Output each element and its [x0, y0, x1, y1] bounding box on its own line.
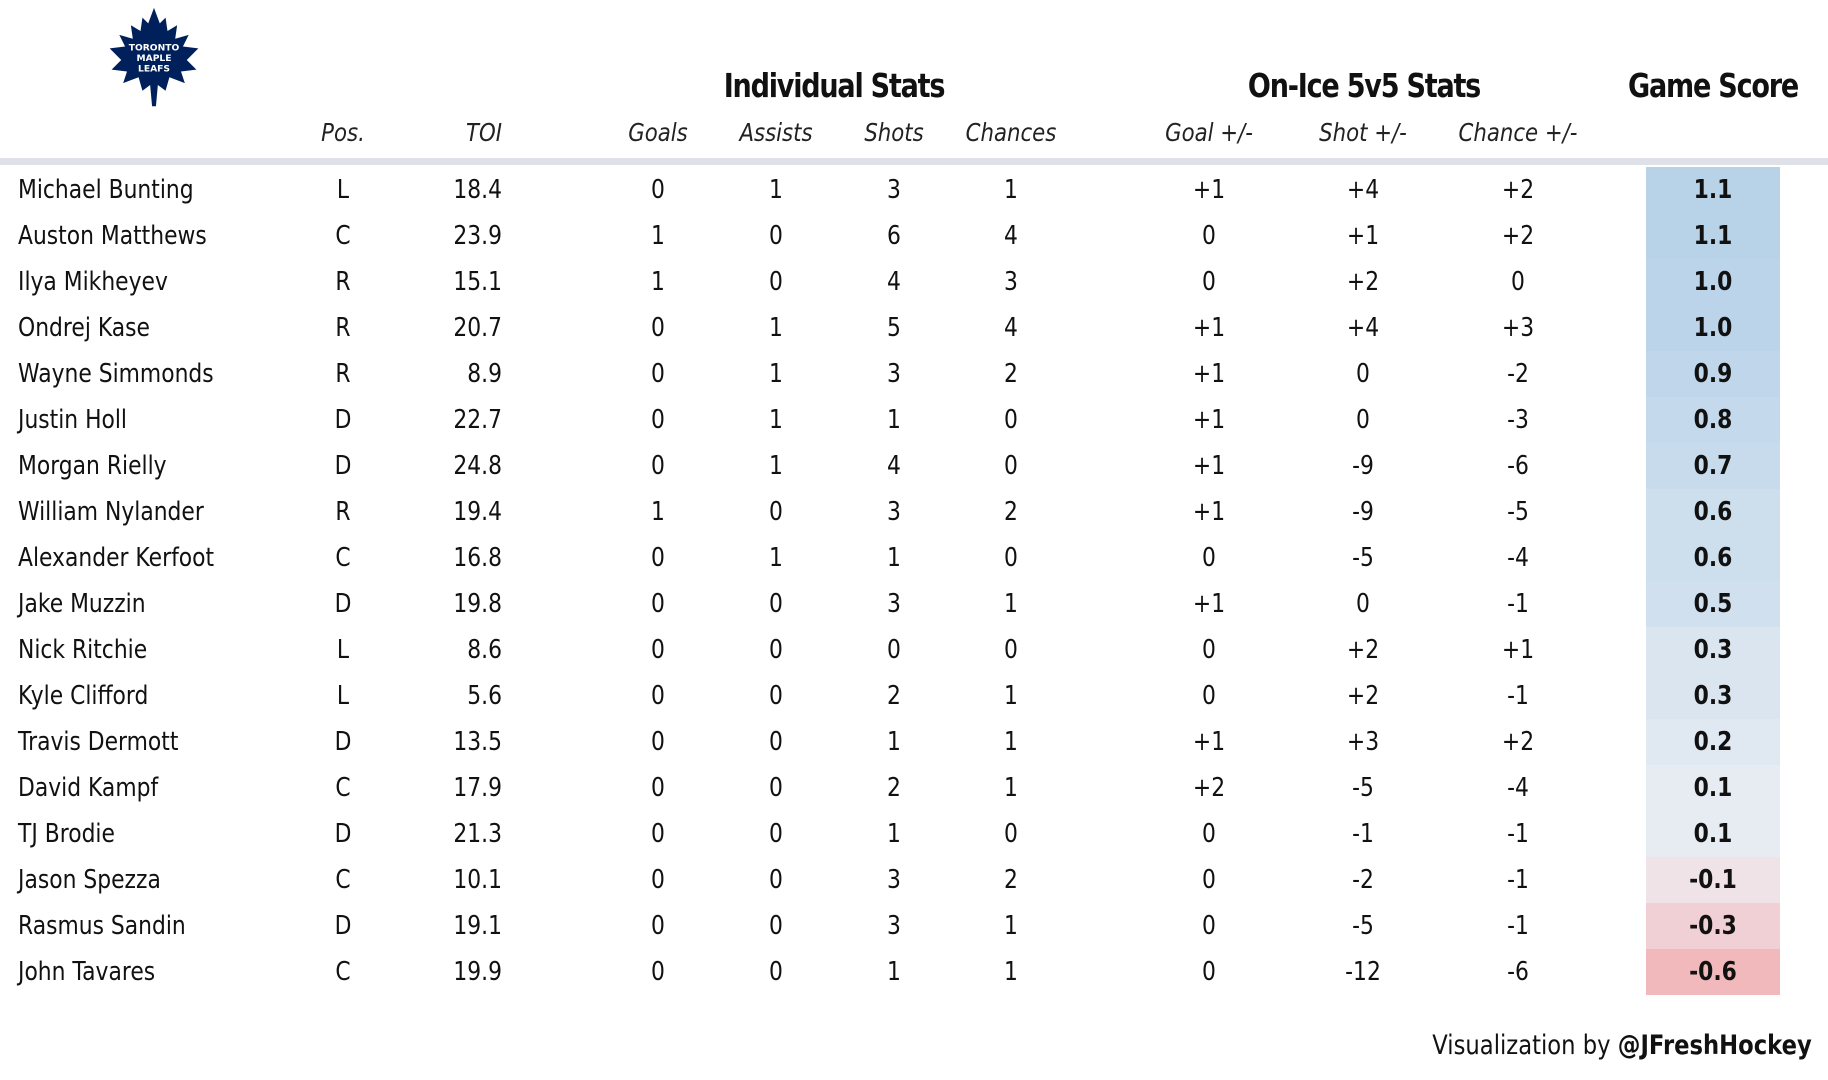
stats-table: [0, 167, 1828, 995]
header-goals: Goals: [628, 118, 688, 147]
cell-chance-pm: -1: [1507, 819, 1529, 849]
cell-goals: 0: [651, 773, 665, 803]
player-name: Michael Bunting: [18, 175, 194, 205]
cell-goals: 0: [651, 957, 665, 987]
cell-chances: 1: [1004, 727, 1018, 757]
cell-shot-pm: -12: [1345, 957, 1381, 987]
cell-goal-pm: +2: [1192, 773, 1226, 803]
player-name: Jake Muzzin: [18, 589, 146, 619]
cell-toi: 23.9: [453, 221, 502, 251]
game-score-value: 1.0: [1693, 313, 1733, 343]
table-row: [0, 213, 1828, 259]
cell-shots: 3: [887, 865, 901, 895]
cell-toi: 19.9: [453, 957, 502, 987]
cell-toi: 21.3: [453, 819, 502, 849]
cell-pos: R: [335, 359, 351, 389]
cell-assists: 0: [769, 819, 783, 849]
cell-toi: 18.4: [453, 175, 502, 205]
table-row: [0, 351, 1828, 397]
header-assists: Assists: [739, 118, 813, 147]
cell-toi: 24.8: [453, 451, 502, 481]
cell-goal-pm: +1: [1192, 451, 1226, 481]
table-row: [0, 949, 1828, 995]
cell-toi: 16.8: [453, 543, 502, 573]
player-name: Travis Dermott: [18, 727, 179, 757]
cell-shot-pm: -1: [1352, 819, 1374, 849]
cell-goal-pm: 0: [1202, 267, 1216, 297]
cell-goal-pm: +1: [1192, 175, 1226, 205]
cell-goals: 0: [651, 359, 665, 389]
logo-text-line-1: TORONTO: [128, 43, 180, 54]
cell-pos: R: [335, 267, 351, 297]
cell-toi: 19.8: [453, 589, 502, 619]
game-score-cell: [1646, 397, 1780, 443]
player-name: TJ Brodie: [18, 819, 115, 849]
table-row: [0, 719, 1828, 765]
cell-shot-pm: +2: [1346, 267, 1380, 297]
game-score-cell: [1646, 443, 1780, 489]
game-score-cell: [1646, 903, 1780, 949]
game-score-value: -0.1: [1689, 865, 1737, 895]
header-chance-pm: Chance +/-: [1458, 118, 1578, 147]
game-score-value: 0.3: [1693, 681, 1733, 711]
cell-assists: 0: [769, 635, 783, 665]
logo-text-line-3: LEAFS: [138, 64, 170, 75]
cell-shots: 2: [887, 681, 901, 711]
player-name: Wayne Simmonds: [18, 359, 214, 389]
cell-pos: C: [335, 865, 351, 895]
cell-chance-pm: +3: [1501, 313, 1535, 343]
header-toi: TOI: [466, 118, 502, 147]
cell-assists: 0: [769, 681, 783, 711]
cell-goals: 1: [651, 221, 665, 251]
game-score-cell: [1646, 765, 1780, 811]
game-score-cell: [1646, 857, 1780, 903]
cell-goals: 0: [651, 635, 665, 665]
table-row: [0, 535, 1828, 581]
cell-shot-pm: +4: [1346, 313, 1380, 343]
player-name: David Kampf: [18, 773, 159, 803]
cell-goals: 0: [651, 819, 665, 849]
cell-chance-pm: -4: [1507, 543, 1529, 573]
player-name: Kyle Clifford: [18, 681, 149, 711]
cell-shot-pm: -5: [1352, 773, 1374, 803]
cell-goals: 0: [651, 451, 665, 481]
game-score-value: 0.9: [1693, 359, 1733, 389]
cell-chances: 1: [1004, 681, 1018, 711]
game-score-value: 0.8: [1693, 405, 1733, 435]
cell-chance-pm: +2: [1501, 221, 1535, 251]
game-score-cell: [1646, 305, 1780, 351]
table-row: [0, 581, 1828, 627]
cell-shots: 0: [887, 635, 901, 665]
cell-toi: 22.7: [453, 405, 502, 435]
cell-shot-pm: +3: [1346, 727, 1380, 757]
game-score-value: -0.6: [1689, 957, 1737, 987]
game-score-value: -0.3: [1689, 911, 1737, 941]
game-score-cell: [1646, 949, 1780, 995]
cell-shot-pm: 0: [1356, 359, 1370, 389]
player-name: Ondrej Kase: [18, 313, 150, 343]
cell-toi: 19.1: [453, 911, 502, 941]
cell-chances: 0: [1004, 405, 1018, 435]
cell-shots: 1: [887, 405, 901, 435]
cell-chances: 1: [1004, 911, 1018, 941]
cell-pos: D: [334, 451, 352, 481]
game-score-cell: [1646, 213, 1780, 259]
cell-pos: R: [335, 497, 351, 527]
cell-assists: 0: [769, 911, 783, 941]
cell-shots: 1: [887, 543, 901, 573]
table-row: [0, 489, 1828, 535]
cell-goal-pm: 0: [1202, 819, 1216, 849]
cell-shots: 4: [887, 267, 901, 297]
game-score-value: 0.2: [1693, 727, 1733, 757]
cell-chances: 4: [1004, 221, 1018, 251]
cell-shot-pm: 0: [1356, 405, 1370, 435]
cell-chances: 2: [1004, 865, 1018, 895]
cell-chances: 1: [1004, 957, 1018, 987]
cell-goals: 0: [651, 911, 665, 941]
cell-shots: 4: [887, 451, 901, 481]
player-name: Morgan Rielly: [18, 451, 167, 481]
cell-assists: 1: [769, 359, 783, 389]
game-score-value: 1.0: [1693, 267, 1733, 297]
game-score-value: 0.1: [1693, 819, 1733, 849]
cell-shots: 3: [887, 359, 901, 389]
logo-text-line-2: MAPLE: [136, 53, 172, 64]
cell-pos: R: [335, 313, 351, 343]
cell-chance-pm: +1: [1501, 635, 1535, 665]
cell-chances: 1: [1004, 589, 1018, 619]
cell-chances: 0: [1004, 819, 1018, 849]
cell-chance-pm: -6: [1507, 957, 1529, 987]
cell-goals: 0: [651, 589, 665, 619]
cell-pos: C: [335, 957, 351, 987]
cell-goal-pm: +1: [1192, 589, 1226, 619]
cell-shot-pm: -5: [1352, 911, 1374, 941]
player-name: William Nylander: [18, 497, 204, 527]
cell-shots: 2: [887, 773, 901, 803]
cell-assists: 0: [769, 773, 783, 803]
header-goal-pm: Goal +/-: [1165, 118, 1253, 147]
player-name: Justin Holl: [18, 405, 128, 435]
cell-goals: 0: [651, 405, 665, 435]
cell-chance-pm: -1: [1507, 911, 1529, 941]
cell-chances: 1: [1004, 773, 1018, 803]
cell-shot-pm: -9: [1352, 497, 1374, 527]
cell-shots: 3: [887, 911, 901, 941]
game-score-value: 1.1: [1693, 221, 1733, 251]
cell-toi: 15.1: [453, 267, 502, 297]
cell-chances: 0: [1004, 451, 1018, 481]
cell-goals: 0: [651, 727, 665, 757]
cell-goals: 0: [651, 313, 665, 343]
table-row: [0, 259, 1828, 305]
cell-shot-pm: 0: [1356, 589, 1370, 619]
cell-toi: 20.7: [453, 313, 502, 343]
cell-shots: 3: [887, 175, 901, 205]
cell-goal-pm: 0: [1202, 221, 1216, 251]
cell-goal-pm: +1: [1192, 359, 1226, 389]
cell-goals: 1: [651, 267, 665, 297]
player-name: Nick Ritchie: [18, 635, 148, 665]
game-score-value: 0.6: [1693, 497, 1733, 527]
cell-chance-pm: +2: [1501, 175, 1535, 205]
credit-line: [1432, 1026, 1812, 1066]
player-name: John Tavares: [18, 957, 156, 987]
cell-shot-pm: -5: [1352, 543, 1374, 573]
cell-goals: 0: [651, 543, 665, 573]
cell-shot-pm: +1: [1346, 221, 1380, 251]
game-score-cell: [1646, 259, 1780, 305]
header-pos: Pos.: [321, 118, 365, 147]
cell-goal-pm: 0: [1202, 635, 1216, 665]
cell-goals: 0: [651, 681, 665, 711]
cell-shot-pm: +2: [1346, 635, 1380, 665]
table-row: [0, 811, 1828, 857]
cell-assists: 0: [769, 221, 783, 251]
cell-pos: C: [335, 543, 351, 573]
cell-toi: 5.6: [467, 681, 502, 711]
cell-toi: 13.5: [453, 727, 502, 757]
table-row: [0, 167, 1828, 213]
cell-goal-pm: 0: [1202, 957, 1216, 987]
cell-toi: 8.6: [467, 635, 502, 665]
game-score-cell: [1646, 673, 1780, 719]
cell-pos: D: [334, 819, 352, 849]
cell-assists: 1: [769, 313, 783, 343]
cell-pos: C: [335, 773, 351, 803]
cell-pos: L: [336, 635, 350, 665]
table-row: [0, 305, 1828, 351]
table-row: [0, 627, 1828, 673]
cell-shots: 5: [887, 313, 901, 343]
game-score-cell: [1646, 167, 1780, 213]
cell-chance-pm: -6: [1507, 451, 1529, 481]
cell-chances: 0: [1004, 543, 1018, 573]
cell-shot-pm: -2: [1352, 865, 1374, 895]
cell-chance-pm: -5: [1507, 497, 1529, 527]
cell-shots: 1: [887, 819, 901, 849]
cell-chance-pm: -1: [1507, 865, 1529, 895]
team-logo-icon: [105, 6, 203, 112]
cell-pos: D: [334, 911, 352, 941]
cell-shots: 6: [887, 221, 901, 251]
cell-assists: 0: [769, 589, 783, 619]
cell-chance-pm: -1: [1507, 589, 1529, 619]
cell-goal-pm: +1: [1192, 313, 1226, 343]
game-score-value: 0.6: [1693, 543, 1733, 573]
game-score-value: 1.1: [1693, 175, 1733, 205]
game-score-cell: [1646, 535, 1780, 581]
table-row: [0, 765, 1828, 811]
cell-shots: 1: [887, 957, 901, 987]
cell-goal-pm: 0: [1202, 681, 1216, 711]
game-score-cell: [1646, 811, 1780, 857]
table-row: [0, 397, 1828, 443]
cell-toi: 17.9: [453, 773, 502, 803]
cell-pos: C: [335, 221, 351, 251]
cell-chances: 1: [1004, 175, 1018, 205]
cell-assists: 0: [769, 497, 783, 527]
player-name: Auston Matthews: [18, 221, 207, 251]
player-name: Ilya Mikheyev: [18, 267, 168, 297]
cell-goal-pm: 0: [1202, 911, 1216, 941]
header-chances: Chances: [965, 118, 1057, 147]
cell-assists: 0: [769, 957, 783, 987]
game-score-cell: [1646, 351, 1780, 397]
game-score-value: 0.3: [1693, 635, 1733, 665]
game-score-value: 0.5: [1693, 589, 1733, 619]
cell-goal-pm: +1: [1192, 405, 1226, 435]
cell-pos: D: [334, 405, 352, 435]
game-score-value: 0.1: [1693, 773, 1733, 803]
cell-pos: L: [336, 175, 350, 205]
cell-shot-pm: +2: [1346, 681, 1380, 711]
cell-shot-pm: +4: [1346, 175, 1380, 205]
game-score-cell: [1646, 719, 1780, 765]
cell-chance-pm: -4: [1507, 773, 1529, 803]
cell-chances: 3: [1004, 267, 1018, 297]
cell-chances: 2: [1004, 359, 1018, 389]
cell-chance-pm: -2: [1507, 359, 1529, 389]
cell-toi: 19.4: [453, 497, 502, 527]
table-row: [0, 857, 1828, 903]
player-name: Jason Spezza: [18, 865, 161, 895]
cell-toi: 10.1: [453, 865, 502, 895]
cell-pos: L: [336, 681, 350, 711]
player-name: Alexander Kerfoot: [18, 543, 215, 573]
game-score-title: Game Score: [1628, 66, 1798, 105]
credit-handle: @JFreshHockey: [1617, 1030, 1812, 1061]
cell-toi: 8.9: [467, 359, 502, 389]
cell-chances: 4: [1004, 313, 1018, 343]
onice-stats-title: On-Ice 5v5 Stats: [1247, 66, 1481, 105]
cell-shots: 1: [887, 727, 901, 757]
cell-pos: D: [334, 589, 352, 619]
table-row: [0, 673, 1828, 719]
header-shots: Shots: [864, 118, 924, 147]
cell-chances: 0: [1004, 635, 1018, 665]
cell-assists: 1: [769, 175, 783, 205]
cell-goals: 0: [651, 865, 665, 895]
cell-goal-pm: +1: [1192, 727, 1226, 757]
cell-chances: 2: [1004, 497, 1018, 527]
cell-goal-pm: 0: [1202, 543, 1216, 573]
cell-chance-pm: +2: [1501, 727, 1535, 757]
cell-assists: 1: [769, 405, 783, 435]
cell-goal-pm: 0: [1202, 865, 1216, 895]
header-divider: [0, 158, 1828, 165]
cell-assists: 0: [769, 727, 783, 757]
game-score-value: 0.7: [1693, 451, 1733, 481]
table-row: [0, 903, 1828, 949]
table-row: [0, 443, 1828, 489]
cell-goals: 0: [651, 175, 665, 205]
cell-goal-pm: +1: [1192, 497, 1226, 527]
cell-shot-pm: -9: [1352, 451, 1374, 481]
header-shot-pm: Shot +/-: [1319, 118, 1407, 147]
cell-shots: 3: [887, 589, 901, 619]
cell-assists: 0: [769, 267, 783, 297]
individual-stats-title: Individual Stats: [723, 66, 945, 105]
game-score-cell: [1646, 581, 1780, 627]
cell-assists: 0: [769, 865, 783, 895]
game-score-cell: [1646, 627, 1780, 673]
cell-chance-pm: -1: [1507, 681, 1529, 711]
cell-pos: D: [334, 727, 352, 757]
cell-chance-pm: -3: [1507, 405, 1529, 435]
game-score-cell: [1646, 489, 1780, 535]
cell-assists: 1: [769, 543, 783, 573]
player-name: Rasmus Sandin: [18, 911, 186, 941]
cell-assists: 1: [769, 451, 783, 481]
credit-prefix: Visualization by: [1432, 1030, 1618, 1061]
cell-chance-pm: 0: [1511, 267, 1525, 297]
cell-goals: 1: [651, 497, 665, 527]
cell-shots: 3: [887, 497, 901, 527]
